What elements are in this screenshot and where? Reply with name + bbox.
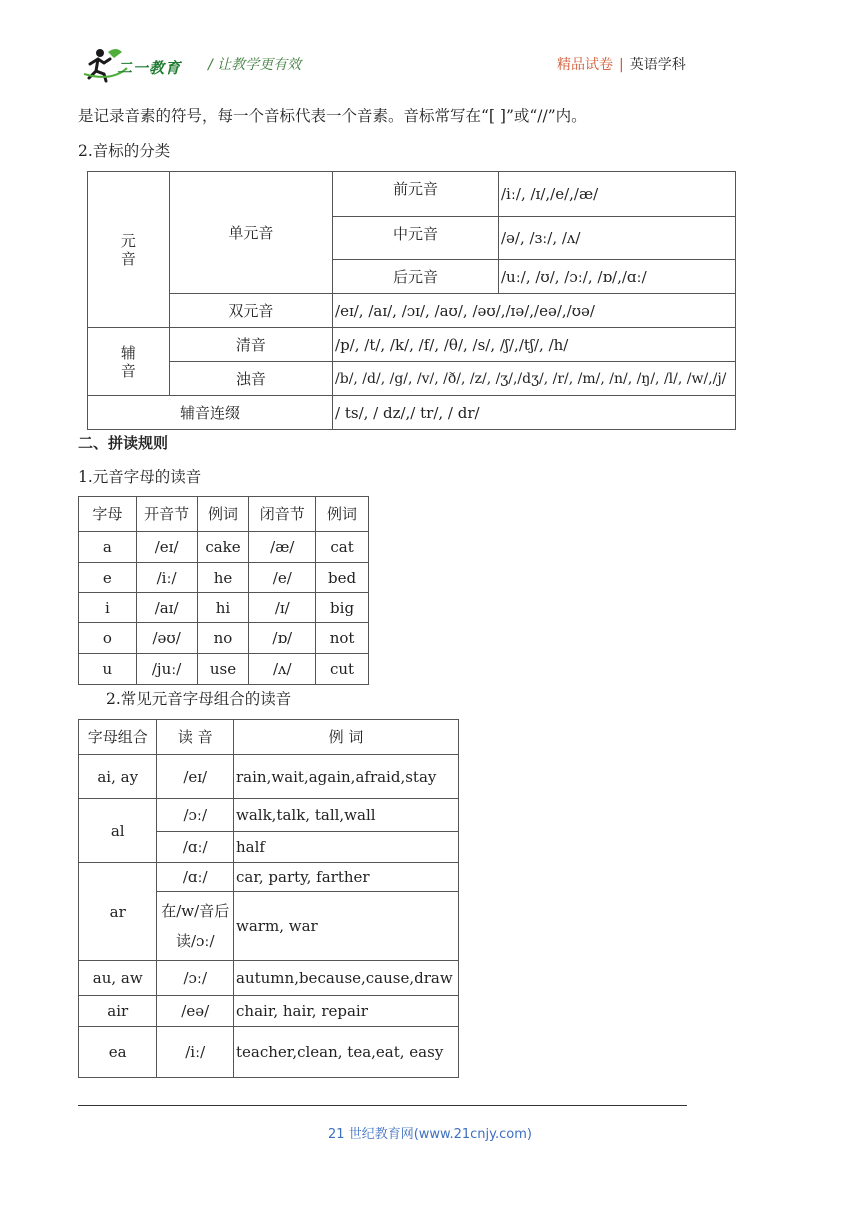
intro-line: 是记录音素的符号，每一个音标代表一个音素。音标常写在“[ ]”或“//”内。 — [78, 107, 587, 125]
vowel-letter-table — [78, 496, 369, 685]
table-header-row — [79, 720, 459, 755]
voiced-label: 浊音 — [169, 362, 332, 396]
example-cell: teacher,clean, tea,eat, easy — [234, 1027, 459, 1078]
sound-cell: /ɑː/ — [157, 863, 234, 892]
combo-al: al — [79, 799, 157, 863]
header-cell: 读 音 — [157, 720, 234, 755]
sound-cell: /eə/ — [157, 996, 234, 1027]
example-cell: walk,talk, tall,wall — [234, 799, 459, 832]
combo-ea: ea — [79, 1027, 157, 1078]
example-cell: autumn,because,cause,draw — [234, 961, 459, 996]
table-cell: cut — [316, 654, 369, 685]
table-row — [79, 593, 369, 623]
combo-au-aw: au, aw — [79, 961, 157, 996]
front-vowel-label: 前元音 — [333, 172, 499, 217]
footer-divider — [78, 1105, 687, 1106]
combo-air: air — [79, 996, 157, 1027]
table-row — [79, 623, 369, 654]
table-cell: no — [197, 623, 249, 654]
slogan: / 让教学更有效 — [208, 57, 302, 73]
table-row — [79, 863, 459, 892]
sound-cell: /ɔː/ — [157, 961, 234, 996]
combo-ai-ay: ai, ay — [79, 755, 157, 799]
tag-premium: 精品试卷 — [557, 57, 613, 73]
table-cell: u — [79, 654, 137, 685]
combo-ar: ar — [79, 863, 157, 961]
monophthong-label: 单元音 — [228, 224, 274, 242]
table-cell: /ɪ/ — [249, 593, 316, 623]
table-row — [79, 532, 369, 563]
table-cell: /e/ — [249, 563, 316, 593]
central-vowel-examples: /ə/, /ɜː/, /ʌ/ — [499, 217, 736, 260]
table-cell: bed — [316, 563, 369, 593]
table-cell: i — [79, 593, 137, 623]
header-cell: 例词 — [197, 497, 249, 532]
table-cell: /ɒ/ — [249, 623, 316, 654]
sub-1-title: 1.元音字母的读音 — [78, 468, 202, 486]
table-row — [79, 961, 459, 996]
table-cell: he — [197, 563, 249, 593]
back-vowel-label: 后元音 — [333, 260, 499, 294]
table-row — [79, 563, 369, 593]
example-cell: car, party, farther — [234, 863, 459, 892]
header-cell: 闭音节 — [249, 497, 316, 532]
table-cell: cake — [197, 532, 249, 563]
table-cell: /eɪ/ — [136, 532, 197, 563]
sound-cell: /ɔː/ — [157, 799, 234, 832]
header-cell: 字母组合 — [79, 720, 157, 755]
table-cell: not — [316, 623, 369, 654]
table-cell: hi — [197, 593, 249, 623]
consonant-label: 辅音 — [120, 343, 136, 380]
sound-cell: /eɪ/ — [157, 755, 234, 799]
table-cell: /æ/ — [249, 532, 316, 563]
table-cell: /juː/ — [136, 654, 197, 685]
header-cell: 开音节 — [136, 497, 197, 532]
cluster-label: 辅音连缀 — [88, 396, 333, 430]
diphthong-examples: /eɪ/, /aɪ/, /ɔɪ/, /aʊ/, /əʊ/,/ɪə/,/eə/,/ʊə/ — [333, 294, 736, 328]
header-cell: 例 词 — [234, 720, 459, 755]
monophthong-cell — [169, 172, 332, 294]
header-tags — [557, 54, 686, 74]
table-cell: a — [79, 532, 137, 563]
table-cell: o — [79, 623, 137, 654]
sound-cell-note — [157, 892, 234, 961]
voiced-examples: /b/, /d/, /g/, /v/, /ð/, /z/, /ʒ/,/dʒ/, /r/, /m/, /n/, /ŋ/, /l/, /w/,/j/ — [333, 362, 736, 396]
cluster-examples: / ts/, / dz/,/ tr/, / dr/ — [333, 396, 736, 430]
part-2-title: 二、拼读规则 — [78, 434, 169, 452]
table-header-row — [79, 497, 369, 532]
section-2-title: 2.音标的分类 — [78, 142, 171, 160]
sub-2-title: 2.常见元音字母组合的读音 — [106, 690, 292, 708]
sound-note-line-2: 读/ɔː/ — [175, 932, 215, 950]
table-cell: /iː/ — [136, 563, 197, 593]
sound-cell: /iː/ — [157, 1027, 234, 1078]
example-cell: rain,wait,again,afraid,stay — [234, 755, 459, 799]
vowel-cell — [88, 172, 170, 328]
header-cell: 例词 — [316, 497, 369, 532]
central-vowel-label: 中元音 — [333, 217, 499, 260]
table-cell: e — [79, 563, 137, 593]
table-cell: use — [197, 654, 249, 685]
vowel-combo-table — [78, 719, 459, 1078]
table-row — [79, 996, 459, 1027]
table-row — [79, 654, 369, 685]
example-cell: chair, hair, repair — [234, 996, 459, 1027]
voiceless-examples: /p/, /t/, /k/, /f/, /θ/, /s/, /ʃ/,/tʃ/, /h/ — [333, 328, 736, 362]
tag-subject: 英语学科 — [629, 57, 686, 73]
table-cell: /aɪ/ — [136, 593, 197, 623]
table-cell: /əʊ/ — [136, 623, 197, 654]
table-row — [79, 755, 459, 799]
table-cell: big — [316, 593, 369, 623]
table-row — [79, 799, 459, 832]
phonetic-class-table — [87, 171, 736, 430]
example-cell: half — [234, 832, 459, 863]
logo-text: 二一教育 — [117, 59, 182, 77]
header-cell: 字母 — [79, 497, 137, 532]
voiceless-label: 清音 — [169, 328, 332, 362]
table-row — [79, 1027, 459, 1078]
front-vowel-examples: /iː/, /ɪ/,/e/,/æ/ — [499, 172, 736, 217]
page-header — [0, 0, 860, 95]
tag-separator: | — [619, 57, 624, 73]
example-cell: warm, war — [234, 892, 459, 961]
footer-source[interactable]: 21 世纪教育网(www.21cnjy.com) — [328, 1127, 532, 1142]
consonant-cell — [88, 328, 170, 396]
sound-cell: /ɑː/ — [157, 832, 234, 863]
back-vowel-examples: /uː/, /ʊ/, /ɔː/, /ɒ/,/ɑː/ — [499, 260, 736, 294]
table-cell: cat — [316, 532, 369, 563]
table-cell: /ʌ/ — [249, 654, 316, 685]
diphthong-label: 双元音 — [169, 294, 332, 328]
sound-note-line-1: 在/w/音后 — [161, 902, 230, 920]
vowel-label: 元音 — [120, 231, 136, 268]
